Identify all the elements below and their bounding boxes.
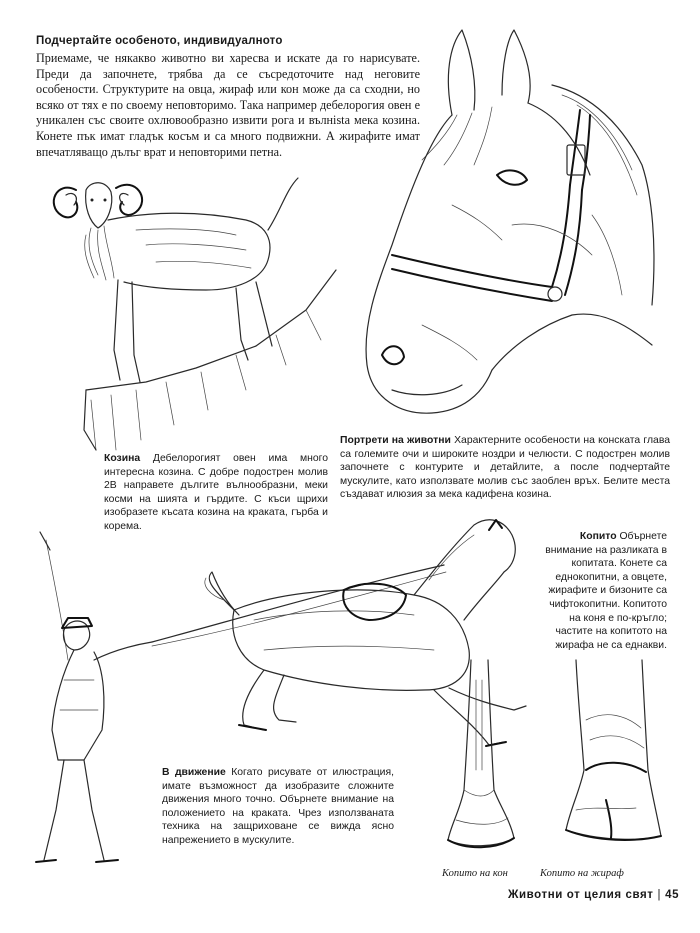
caption-kozina-title: Козина — [104, 453, 141, 464]
horse-head-sketch — [352, 25, 672, 425]
horse-hoof-sketch — [436, 660, 526, 860]
caption-portreti — [340, 434, 670, 502]
caption-kopito-text: Обърнете внимание на разликата в копитата. Конете са еднокопитни, а овцете, жирафите и бизоните са чифтокопитни. Копитото на коня е по-кръгло; частите на копитото на жирафа не са еднакви. — [545, 531, 667, 651]
caption-portreti-title: Портрети на животни — [340, 435, 451, 446]
caption-portreti-text: Характерните особености на конската глава са големите очи и широките ноздри и челюсти. С подострен молив започнете с контурите и детайлите, а после подчертайте мускулите, като използвате молив със заоблен връх. Белите места създават илюзия за мека кадифена козина. — [340, 435, 670, 501]
intro-paragraph: Приемаме, че някакво животно ви харесва и искате да го нарисувате. Преди да започнете, трябва да се съсредоточите над неговите особености. Структурите на овца, жираф или кон може да са сходни, но всяко от тях е по своему неповторимо. Така например дебелорогия овен е уникален със своите охлювообразно извити рога и вълнista мека козина. Конете пък имат гладък косъм и са много подвижни. А жирафите имат впечатляващо дълъг врат и неповторими петна. — [36, 51, 420, 159]
caption-dvizhenie-title: В движение — [162, 767, 226, 778]
caption-kopito-title: Копито — [579, 531, 617, 542]
caption-dvizhenie-text: Когато рисувате от илюстрация, имате възможност да изобразите сложните движения много точно. Обърнете внимание на положението на краката. Чрез използваната техника на защриховане се вижда ясно напрежението в мускулите. — [162, 767, 395, 846]
page-footer — [508, 889, 679, 901]
hoof-label-horse: Копито на кон — [442, 868, 508, 879]
page-number: 45 — [665, 889, 680, 901]
giraffe-hoof-sketch — [556, 660, 676, 860]
caption-kopito — [545, 530, 667, 652]
footer-separator: | — [657, 889, 662, 901]
caption-kozina-text: Дебелорогият овен има много интересна козина. С добре подострен молив 2B направете дългите вълнообразни, меки косми на шията и гърдите. С къси щрихи изобразете късата козина на краката, гърба и корема. — [104, 453, 328, 532]
ram-sketch — [36, 150, 336, 450]
hoof-label-giraffe: Копито на жираф — [540, 868, 624, 879]
footer-title: Животни от целия свят — [508, 889, 654, 901]
section-heading: Подчертайте особеното, индивидуалното — [36, 35, 283, 47]
